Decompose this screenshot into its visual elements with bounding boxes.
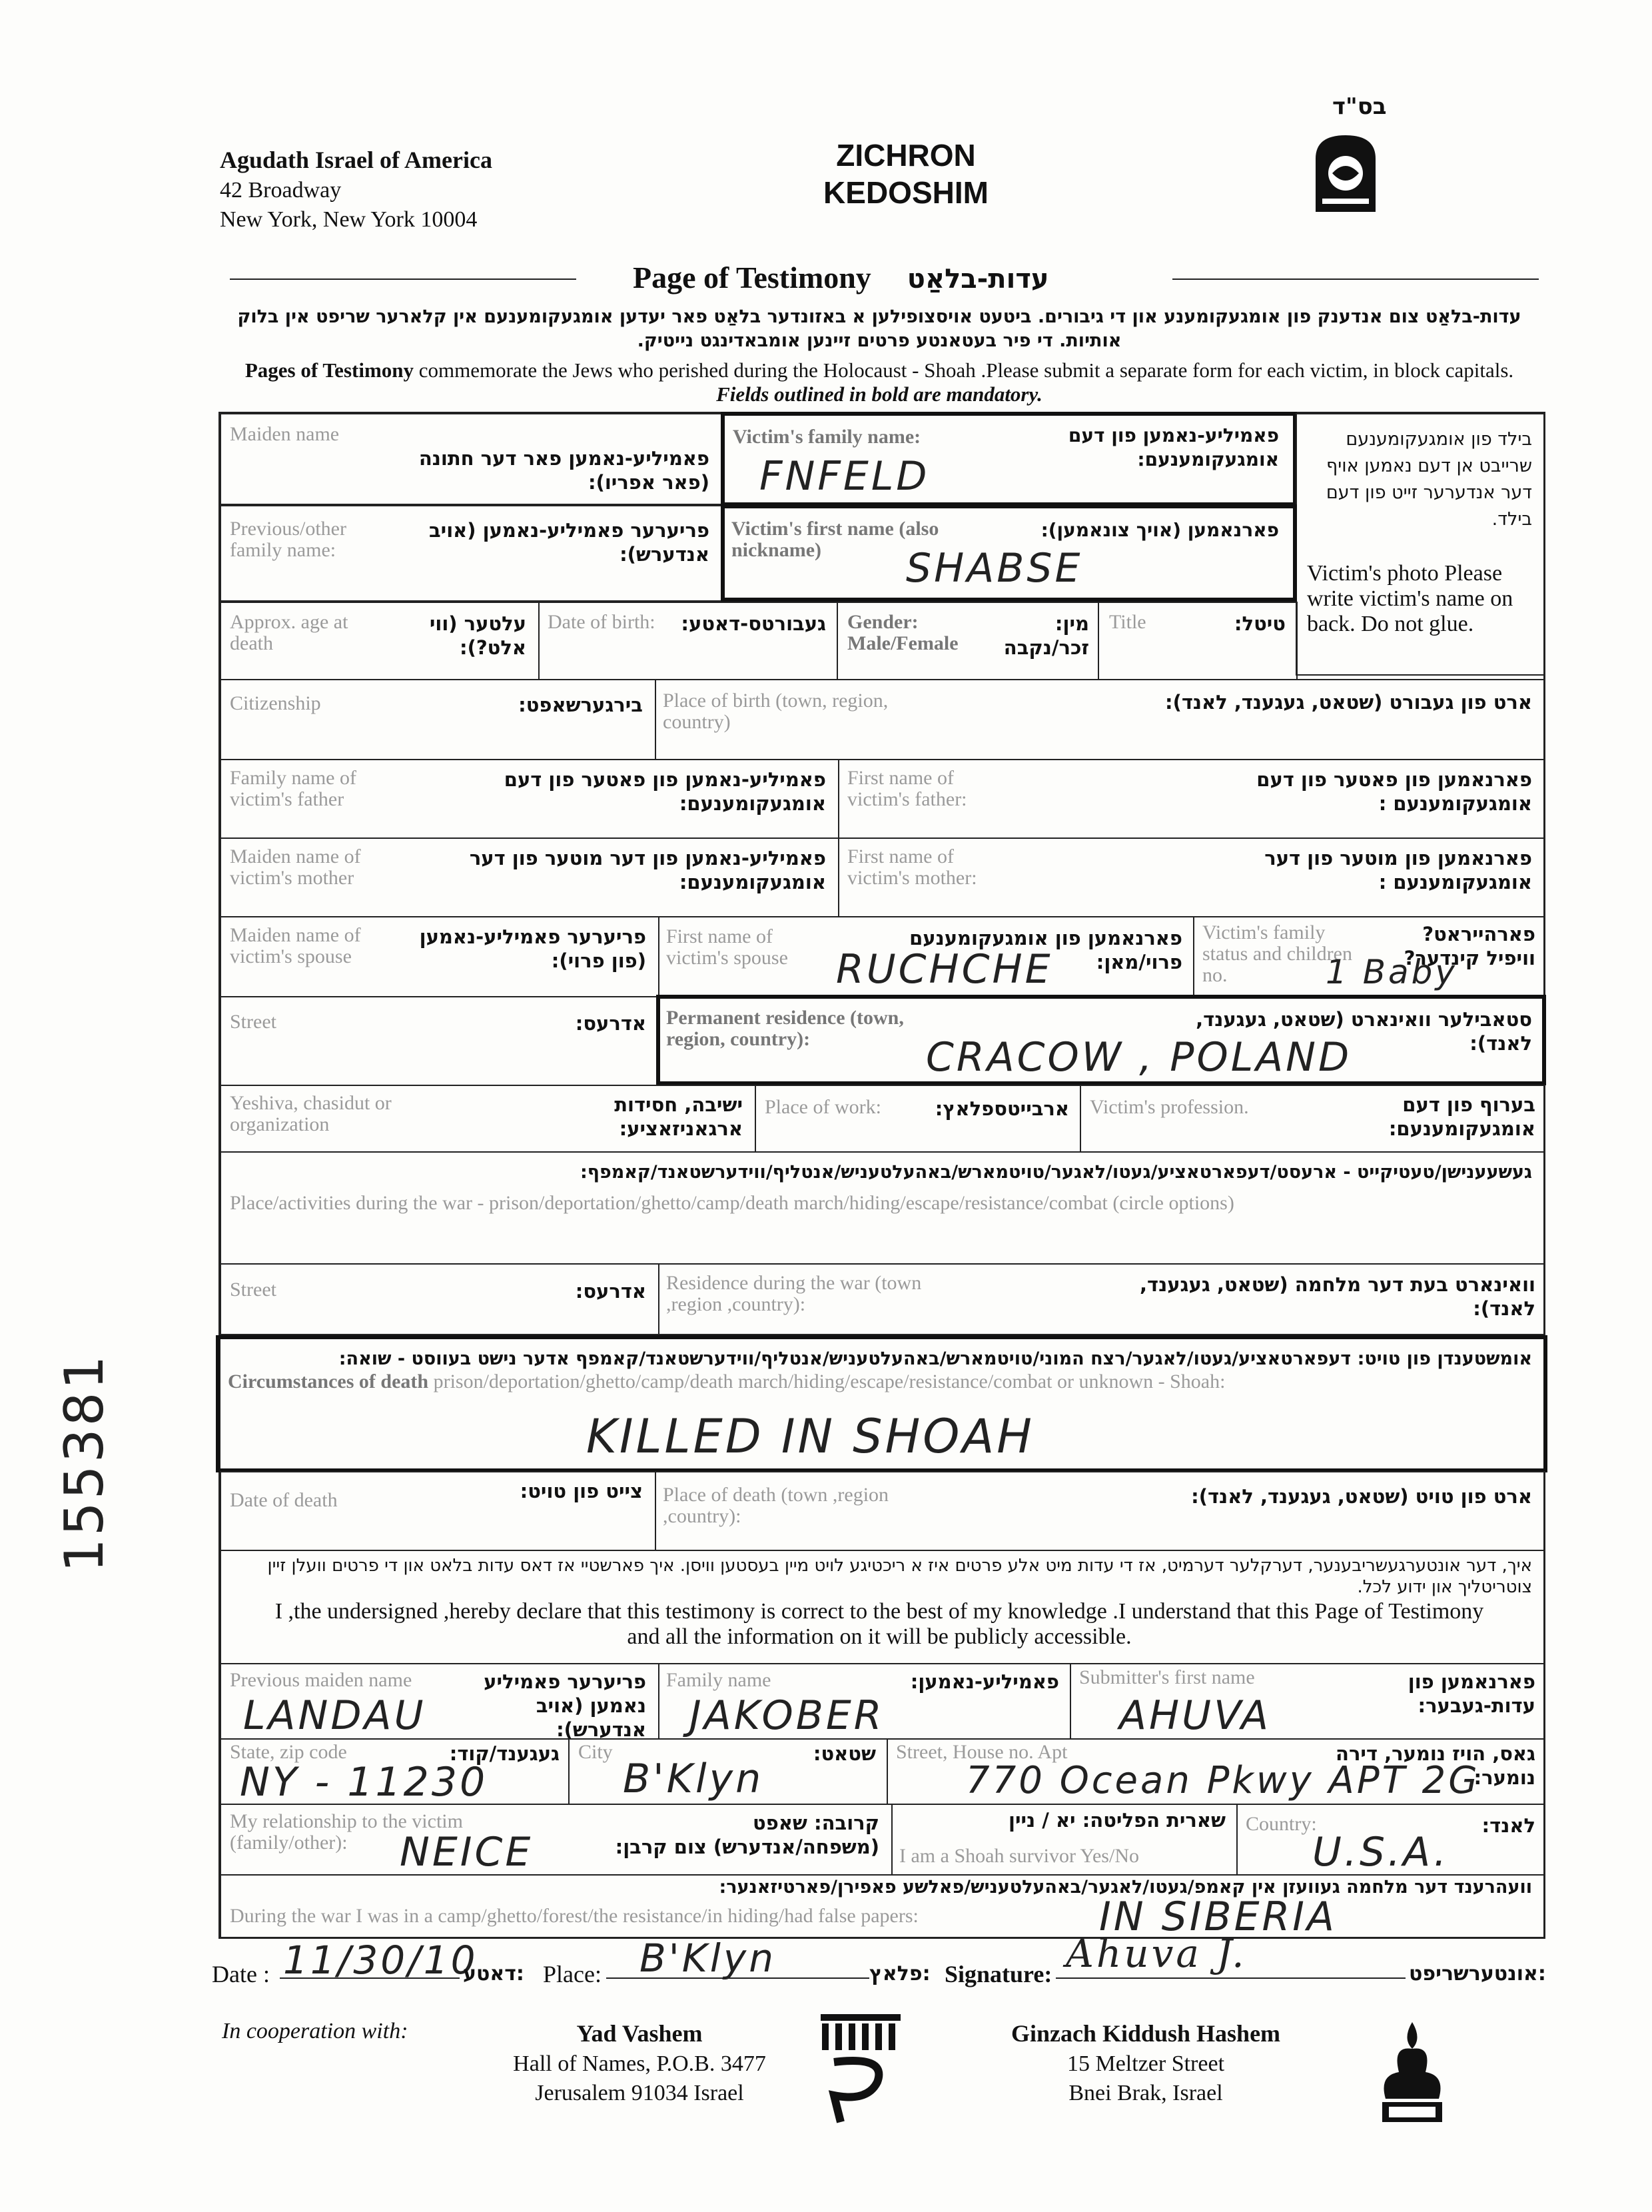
yeshiva-heb: ישיבה, חסידות ארגאניזאציע: [614, 1093, 743, 1140]
submitter-family-label: Family name [666, 1669, 771, 1691]
submitter-zip-value: NY - 11230 [240, 1759, 488, 1806]
spouse-maiden-heb: פריערער פאמיליע-נאמען (פון פרוי): [419, 925, 646, 972]
gender-label: Gender: Male/Female [847, 611, 959, 654]
spouse-maiden-label: Maiden name of victim's spouse [230, 924, 361, 967]
submitter-family-heb: פאמיליע-נאמען: [910, 1670, 1059, 1693]
family-name-heb: פאמיליע-נאמען פון דעם אומגעקומענעם: [1068, 424, 1279, 470]
org-block [220, 145, 492, 235]
street-field[interactable] [220, 996, 659, 1086]
mother-maiden-label: Maiden name of victim's mother [230, 845, 361, 889]
activities-heb: געשעענישן/טעטיקייט - ארעסט/דעפארטאציע/געטו/לאגער/טויטמארש/באהעלטעניש/אנטליף/ווידערשטאנד/קאמפף: [580, 1162, 1532, 1183]
street-heb: אדרעס: [575, 1012, 646, 1035]
dob-label: Date of birth: [548, 611, 655, 633]
date-value[interactable]: 11/30/10 [283, 1937, 478, 1983]
declaration-heb: איך, דער אונטערגעשריבענער, דערקלער דערמיט, אז די עדות מיט אלע פרטים איז א ריכטיגע לויט מיין בעסטען וויסן. איך פארשטיי אז דאס עדות בלאט און די פרטים וועלן זיין צוטריטליך און ידוע לכל. [267, 1556, 1532, 1597]
street-label: Street [230, 1011, 276, 1033]
yv-line1: Hall of Names, P.O.B. 3477 [513, 2051, 766, 2076]
ginzach-logo-icon [1372, 2019, 1452, 2132]
yv-line2: Jerusalem 91034 Israel [535, 2081, 744, 2105]
title-line2: KEDOSHIM [823, 175, 989, 210]
family-name-value: FNFELD [759, 453, 930, 500]
submitter-city-value: B'Klyn [623, 1756, 764, 1802]
father-family-label: Family name of victim's father [230, 767, 356, 810]
agudath-logo-icon [1309, 132, 1382, 219]
circumstances-label [228, 1371, 1533, 1392]
relationship-value: NEICE [400, 1829, 534, 1876]
cooperation-label: In cooperation with: [222, 2019, 408, 2043]
residence-value: CRACOW , POLAND [926, 1034, 1352, 1081]
signature-heb: אונטערשריפט: [1409, 1962, 1546, 1985]
first-name-heb: פארנאמען (אויך צונאמען): [1040, 519, 1279, 541]
relationship-heb: קרובה: שאפט (משפחה/אנדערש) צום קרבן: [615, 1812, 879, 1858]
street2-label: Street [230, 1279, 276, 1301]
street2-heb: אדרעס: [575, 1280, 646, 1303]
pob-heb: ארט פון געבורט (שטאט, געגענד, לאנד): [1164, 691, 1532, 714]
title-rule-right [1172, 278, 1539, 280]
age-heb: עלטער (ווי אלט?): [429, 612, 526, 659]
signature-label: Signature: [945, 1961, 1052, 1987]
country-label: Country: [1246, 1813, 1317, 1835]
date-heb: דאטע: [463, 1962, 524, 1985]
zichron-title [759, 137, 1052, 211]
profession-heb: בערוף פון דעם אומגעקומענעם: [1388, 1093, 1535, 1140]
residence-label: Permanent residence (town, region, country): [666, 1007, 904, 1050]
title-rule-left [230, 278, 576, 280]
country-value: U.S.A. [1312, 1829, 1449, 1876]
war-experience-heb: וועהרענד דער מלחמה געוועזן אין קאמפ/געטו/לאגער/באהעלטעניש/פאלשע פאפירן/פארטיזאנער: [719, 1877, 1532, 1898]
title-line1: ZICHRON [836, 138, 976, 173]
intro-english [226, 358, 1532, 406]
date-label: Date : [212, 1961, 270, 1987]
photo-heb: בילד פון אומגעקומענעם שרייבט אן דעם נאמען אויף דער אנדערער זייט פון דעם בילד. [1326, 429, 1532, 530]
place-value[interactable]: B'Klyn [639, 1936, 776, 1981]
submitter-street-label: Street, House no. Apt [896, 1741, 1068, 1763]
work-label: Place of work: [765, 1096, 881, 1118]
prev-family-label: Previous/other family name: [230, 518, 346, 561]
org-address-line2: New York, New York 10004 [220, 207, 478, 232]
dob-heb: געבורטס-דאטע: [681, 612, 826, 635]
spouse-first-heb: פארנאמען פון אומגעקומענעם פרוי/מאן: [909, 927, 1182, 973]
place-label: Place: [543, 1961, 602, 1987]
intro-hebrew: עדות-בלאַט צום אנדענק פון אומגעקומענע און די גיבורים. ביטעט אויסצופילען א באזונדער בלאַט פאר יעדען אומגעקומענעם אין קלארער שריפט אין בלוק אותיות. די פיר בעטאנטע פרטים זיינען אומבאדינגט נייטיק. [237, 306, 1521, 351]
family-status-label: Victim's family status and children no. [1202, 921, 1352, 986]
page-title-en: Page of Testimony [633, 261, 871, 294]
bsd-mark: בס"ד [1332, 93, 1387, 120]
maiden-name-heb: פאמיליע-נאמען פאר דער חתונה (פאר אפריו): [418, 447, 709, 494]
mother-first-heb: פארנאמען פון מוטער פון דער אומגעקומענעם : [1264, 847, 1532, 893]
pod-label: Place of death (town ,region ,country): [663, 1484, 889, 1527]
citizenship-label: Citizenship [230, 692, 321, 714]
circumstances-label-text: prison/deportation/ghetto/camp/death march/hiding/escape/resistance/combat or unknown - Shoah: [433, 1371, 1226, 1392]
org-address-line1: 42 Broadway [220, 178, 342, 203]
yv-title: Yad Vashem [576, 2020, 703, 2047]
spouse-first-value: RUCHCHE [836, 946, 1053, 993]
gender-heb: מין: זכר/נקבה [1003, 612, 1089, 659]
photo-instructions: Victim's photo Please write victim's name on back. Do not glue. [1307, 561, 1513, 636]
page-title-heb: עדות-בלאַט [907, 264, 1049, 294]
country-heb: לאנד: [1481, 1814, 1535, 1837]
submitter-zip-heb: געגענד/קוד: [449, 1742, 560, 1765]
mother-first-label: First name of victim's mother: [847, 845, 977, 889]
signature-value[interactable]: Ahuva J. [1066, 1931, 1247, 1976]
gk-title: Ginzach Kiddush Hashem [1011, 2020, 1281, 2047]
father-first-heb: פארנאמען פון פאטער פון דעם אומגעקומענעם : [1256, 768, 1532, 815]
citizenship-field[interactable] [220, 679, 656, 760]
survivor-label: I am a Shoah survivor Yes/No [899, 1845, 1139, 1867]
submitter-maiden-heb: פריערער פאמיליע נאמען (אויב אנדערש): [484, 1670, 646, 1741]
ginzach-block [973, 2019, 1319, 2108]
survivor-heb: שארית הפליטה: יא / ניין [1008, 1809, 1226, 1832]
circumstances-heb: אומשטענדן פון טויט: דעפארטאציע/געטו/לאגער/רצח המוני/טויטמארש/באהעלטעניש/אנטליף/ווידערשטאנד/קאמפף אדער נישט בעווסט - שואה: [338, 1349, 1532, 1369]
yad-vashem-block [460, 2019, 819, 2108]
father-first-label: First name of victim's father: [847, 767, 967, 810]
family-status-heb: פארהייראט? וויפיל קינדער? [1404, 923, 1535, 969]
submitter-zip-label: State, zip code [230, 1741, 347, 1763]
submitter-maiden-label: Previous maiden name [230, 1669, 412, 1691]
submitter-family-value: JAKOBER [689, 1692, 885, 1739]
submitter-street-value: 770 Ocean Pkwy APT 2G [966, 1759, 1480, 1802]
family-name-label: Victim's family name: [733, 426, 921, 448]
yad-vashem-logo-icon [814, 2009, 907, 2125]
prev-family-heb: פריערער פאמיליע-נאמען (אויב אנדערש): [428, 519, 709, 566]
gk-line1: 15 Meltzer Street [1066, 2051, 1225, 2076]
page-title [633, 260, 1048, 295]
war-experience-value: IN SIBERIA [1099, 1894, 1337, 1940]
signature-line [1056, 1977, 1406, 1979]
margin-number: 155381 [53, 1353, 115, 1572]
title-label: Title [1109, 611, 1146, 633]
citizenship-heb: בירגערשאפט: [518, 694, 643, 716]
dod-label: Date of death [230, 1489, 338, 1511]
submitter-first-label: Submitter's first name [1079, 1666, 1255, 1688]
age-label: Approx. age at death [230, 611, 348, 654]
submitter-maiden-value: LANDAU [243, 1692, 426, 1739]
family-status-value: 1 Baby [1326, 953, 1457, 991]
father-family-heb: פאמיליע-נאמען פון פאטער פון דעם אומגעקומענעם: [504, 768, 826, 815]
maiden-name-label: Maiden name [230, 423, 340, 445]
submitter-first-heb: פארנאמען פון עדות-געבער: [1408, 1670, 1535, 1717]
submitter-city-heb: שטאט: [813, 1742, 876, 1765]
gk-line2: Bnei Brak, Israel [1068, 2081, 1223, 2105]
circumstances-label-bold: Circumstances of death [228, 1371, 429, 1392]
activities-label: Place/activities during the war - prison/deportation/ghetto/camp/death march/hiding/escape/resistance/combat (circle options) [230, 1193, 1234, 1214]
relationship-label: My relationship to the victim (family/other): [230, 1810, 463, 1854]
residence-war-heb: וואינארט בעת דער מלחמה (שטאט, געגענד, לאנד): [1140, 1273, 1535, 1320]
title-heb: טיטל: [1234, 612, 1286, 635]
mother-maiden-heb: פאמיליע-נאמען פון דער מוטער פון דער אומגעקומענעם: [469, 847, 826, 893]
intro-lead: Pages of Testimony [244, 358, 414, 382]
first-name-label: Victim's first name (also nickname) [731, 518, 939, 561]
work-heb: ארבייטספלאץ: [935, 1097, 1069, 1120]
circumstances-value: KILLED IN SHOAH [586, 1409, 1034, 1464]
yeshiva-label: Yeshiva, chasidut or organization [230, 1092, 392, 1135]
dod-heb: צייט פון טויט: [520, 1480, 643, 1502]
submitter-street-heb: גאס, הויז נומער, דירה נומער: [1336, 1742, 1535, 1789]
profession-label: Victim's profession. [1090, 1096, 1249, 1118]
pob-label: Place of birth (town, region, country) [663, 690, 889, 733]
org-name: Agudath Israel of America [220, 147, 492, 173]
pod-heb: ארט פון טויט (שטאט, געגענד, לאנד): [1191, 1485, 1532, 1508]
submitter-city-label: City [578, 1741, 613, 1763]
intro-text: commemorate the Jews who perished during the Holocaust - Shoah .Please submit a separate form for each victim, in block capitals. [418, 358, 1514, 382]
spouse-first-label: First name of victim's spouse [666, 925, 788, 969]
submitter-first-value: AHUVA [1119, 1692, 1272, 1739]
war-experience-label: During the war I was in a camp/ghetto/forest/the resistance/in hiding/had false papers: [230, 1906, 919, 1927]
place-heb: פלאץ: [869, 1962, 931, 1985]
declaration-en: I ,the undersigned ,hereby declare that this testimony is correct to the best of my knowledge .I understand that this Page of Testimony and all the information on it will be publicly accessible. [274, 1599, 1484, 1649]
residence-heb: סטאבילער וואינארט (שטאט, געגענד, לאנד): [1196, 1008, 1532, 1055]
intro-mandatory: Fields outlined in bold are mandatory. [716, 382, 1042, 406]
residence-war-label: Residence during the war (town ,region ,country): [666, 1272, 922, 1315]
first-name-value: SHABSE [906, 545, 1083, 592]
